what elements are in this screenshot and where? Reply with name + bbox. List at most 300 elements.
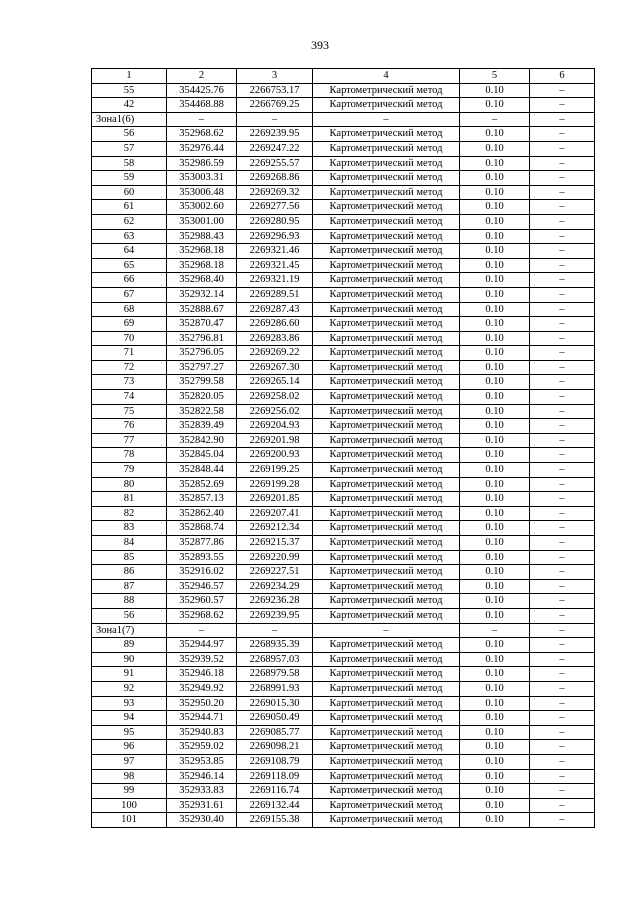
- accuracy-cell: 0.10: [460, 536, 530, 551]
- x-coordinate-cell: 352931.61: [167, 798, 237, 813]
- header-cell-x: 2: [167, 69, 237, 84]
- x-coordinate-cell: 352877.86: [167, 536, 237, 551]
- point-number-cell: 58: [92, 156, 167, 171]
- method-cell: Картометрический метод: [313, 346, 460, 361]
- accuracy-cell: 0.10: [460, 477, 530, 492]
- description-cell: –: [530, 185, 595, 200]
- accuracy-cell: 0.10: [460, 346, 530, 361]
- point-number-cell: 97: [92, 754, 167, 769]
- method-cell: Картометрический метод: [313, 171, 460, 186]
- table-row: [92, 273, 595, 288]
- accuracy-cell: 0.10: [460, 185, 530, 200]
- point-number-cell: 68: [92, 302, 167, 317]
- description-cell: –: [530, 623, 595, 638]
- point-number-cell: 91: [92, 667, 167, 682]
- description-cell: –: [530, 127, 595, 142]
- point-number-cell: 88: [92, 594, 167, 609]
- accuracy-cell: 0.10: [460, 594, 530, 609]
- x-coordinate-cell: 352968.40: [167, 273, 237, 288]
- method-cell: Картометрический метод: [313, 813, 460, 828]
- point-number-cell: 75: [92, 404, 167, 419]
- table-row: [92, 667, 595, 682]
- point-number-cell: 71: [92, 346, 167, 361]
- point-number-cell: 72: [92, 360, 167, 375]
- point-number-cell: 65: [92, 258, 167, 273]
- method-cell: Картометрический метод: [313, 258, 460, 273]
- method-cell: Картометрический метод: [313, 667, 460, 682]
- point-number-cell: 85: [92, 550, 167, 565]
- table-row: [92, 463, 595, 478]
- table-row: [92, 711, 595, 726]
- point-number-cell: 81: [92, 492, 167, 507]
- y-coordinate-cell: 2269321.19: [237, 273, 313, 288]
- method-cell: Картометрический метод: [313, 769, 460, 784]
- description-cell: –: [530, 769, 595, 784]
- x-coordinate-cell: 352870.47: [167, 317, 237, 332]
- description-cell: –: [530, 273, 595, 288]
- x-coordinate-cell: 352820.05: [167, 390, 237, 405]
- method-cell: Картометрический метод: [313, 463, 460, 478]
- method-cell: Картометрический метод: [313, 419, 460, 434]
- description-cell: –: [530, 302, 595, 317]
- accuracy-cell: 0.10: [460, 784, 530, 799]
- accuracy-cell: 0.10: [460, 521, 530, 536]
- method-cell: Картометрический метод: [313, 754, 460, 769]
- description-cell: –: [530, 565, 595, 580]
- x-coordinate-cell: 352932.14: [167, 287, 237, 302]
- accuracy-cell: 0.10: [460, 725, 530, 740]
- y-coordinate-cell: 2269015.30: [237, 696, 313, 711]
- method-cell: Картометрический метод: [313, 652, 460, 667]
- accuracy-cell: 0.10: [460, 740, 530, 755]
- table-row: [92, 565, 595, 580]
- point-number-cell: 74: [92, 390, 167, 405]
- method-cell: Картометрический метод: [313, 594, 460, 609]
- accuracy-cell: 0.10: [460, 287, 530, 302]
- table-row: [92, 769, 595, 784]
- point-number-cell: 93: [92, 696, 167, 711]
- method-cell: –: [313, 112, 460, 127]
- x-coordinate-cell: 352953.85: [167, 754, 237, 769]
- method-cell: Картометрический метод: [313, 156, 460, 171]
- description-cell: –: [530, 331, 595, 346]
- point-number-cell: 96: [92, 740, 167, 755]
- accuracy-cell: 0.10: [460, 608, 530, 623]
- method-cell: Картометрический метод: [313, 390, 460, 405]
- x-coordinate-cell: 352944.97: [167, 638, 237, 653]
- point-number-cell: 79: [92, 463, 167, 478]
- table-row: [92, 725, 595, 740]
- x-coordinate-cell: 353006.48: [167, 185, 237, 200]
- y-coordinate-cell: 2269283.86: [237, 331, 313, 346]
- method-cell: Картометрический метод: [313, 83, 460, 98]
- accuracy-cell: 0.10: [460, 448, 530, 463]
- method-cell: Картометрический метод: [313, 681, 460, 696]
- table-row: [92, 579, 595, 594]
- x-coordinate-cell: 352930.40: [167, 813, 237, 828]
- point-number-cell: 57: [92, 141, 167, 156]
- accuracy-cell: 0.10: [460, 769, 530, 784]
- method-cell: Картометрический метод: [313, 244, 460, 259]
- table-row: [92, 608, 595, 623]
- method-cell: Картометрический метод: [313, 317, 460, 332]
- y-coordinate-cell: 2269155.38: [237, 813, 313, 828]
- x-coordinate-cell: 352959.02: [167, 740, 237, 755]
- x-coordinate-cell: 352960.57: [167, 594, 237, 609]
- description-cell: –: [530, 214, 595, 229]
- x-coordinate-cell: 352968.62: [167, 608, 237, 623]
- y-coordinate-cell: 2269236.28: [237, 594, 313, 609]
- table-row: [92, 229, 595, 244]
- x-coordinate-cell: 352950.20: [167, 696, 237, 711]
- description-cell: –: [530, 448, 595, 463]
- method-cell: Картометрический метод: [313, 798, 460, 813]
- point-number-cell: 63: [92, 229, 167, 244]
- y-coordinate-cell: 2269199.28: [237, 477, 313, 492]
- accuracy-cell: 0.10: [460, 98, 530, 113]
- table-row: [92, 506, 595, 521]
- y-coordinate-cell: 2269296.93: [237, 229, 313, 244]
- y-coordinate-cell: 2269287.43: [237, 302, 313, 317]
- y-coordinate-cell: 2269286.60: [237, 317, 313, 332]
- point-number-cell: 42: [92, 98, 167, 113]
- accuracy-cell: 0.10: [460, 754, 530, 769]
- description-cell: –: [530, 112, 595, 127]
- x-coordinate-cell: 352839.49: [167, 419, 237, 434]
- y-coordinate-cell: 2268935.39: [237, 638, 313, 653]
- y-coordinate-cell: 2269239.95: [237, 608, 313, 623]
- description-cell: –: [530, 550, 595, 565]
- description-cell: –: [530, 711, 595, 726]
- y-coordinate-cell: 2269234.29: [237, 579, 313, 594]
- point-number-cell: 69: [92, 317, 167, 332]
- table-row: [92, 798, 595, 813]
- x-coordinate-cell: 352949.92: [167, 681, 237, 696]
- point-number-cell: 56: [92, 127, 167, 142]
- table-row: [92, 171, 595, 186]
- point-number-cell: 62: [92, 214, 167, 229]
- point-number-cell: 84: [92, 536, 167, 551]
- page-number: 393: [311, 38, 329, 52]
- method-cell: Картометрический метод: [313, 696, 460, 711]
- description-cell: –: [530, 375, 595, 390]
- method-cell: Картометрический метод: [313, 521, 460, 536]
- method-cell: Картометрический метод: [313, 477, 460, 492]
- method-cell: Картометрический метод: [313, 331, 460, 346]
- method-cell: Картометрический метод: [313, 725, 460, 740]
- description-cell: –: [530, 317, 595, 332]
- table-row: [92, 448, 595, 463]
- table-row: [92, 302, 595, 317]
- description-cell: –: [530, 229, 595, 244]
- table-row: [92, 185, 595, 200]
- y-coordinate-cell: 2269118.09: [237, 769, 313, 784]
- method-cell: Картометрический метод: [313, 638, 460, 653]
- method-cell: Картометрический метод: [313, 740, 460, 755]
- point-number-cell: 67: [92, 287, 167, 302]
- accuracy-cell: 0.10: [460, 258, 530, 273]
- coordinates-table: [91, 68, 595, 828]
- x-coordinate-cell: 352796.05: [167, 346, 237, 361]
- table-row: [92, 433, 595, 448]
- y-coordinate-cell: 2269201.98: [237, 433, 313, 448]
- table-row: [92, 740, 595, 755]
- y-coordinate-cell: 2269255.57: [237, 156, 313, 171]
- description-cell: –: [530, 404, 595, 419]
- description-cell: –: [530, 244, 595, 259]
- x-coordinate-cell: 352842.90: [167, 433, 237, 448]
- x-coordinate-cell: 352848.44: [167, 463, 237, 478]
- x-coordinate-cell: 352852.69: [167, 477, 237, 492]
- header-cell-y: 3: [237, 69, 313, 84]
- x-coordinate-cell: 352857.13: [167, 492, 237, 507]
- table-row: [92, 346, 595, 361]
- x-coordinate-cell: 352986.59: [167, 156, 237, 171]
- method-cell: Картометрический метод: [313, 375, 460, 390]
- y-coordinate-cell: 2269321.45: [237, 258, 313, 273]
- x-coordinate-cell: 352976.44: [167, 141, 237, 156]
- description-cell: –: [530, 798, 595, 813]
- accuracy-cell: 0.10: [460, 302, 530, 317]
- y-coordinate-cell: 2269265.14: [237, 375, 313, 390]
- description-cell: –: [530, 433, 595, 448]
- zone-row: [92, 623, 595, 638]
- x-coordinate-cell: 352862.40: [167, 506, 237, 521]
- description-cell: –: [530, 594, 595, 609]
- accuracy-cell: –: [460, 112, 530, 127]
- table-row: [92, 214, 595, 229]
- accuracy-cell: 0.10: [460, 419, 530, 434]
- y-coordinate-cell: 2269116.74: [237, 784, 313, 799]
- y-coordinate-cell: 2269321.46: [237, 244, 313, 259]
- accuracy-cell: 0.10: [460, 565, 530, 580]
- x-coordinate-cell: 352968.18: [167, 258, 237, 273]
- description-cell: –: [530, 638, 595, 653]
- accuracy-cell: 0.10: [460, 433, 530, 448]
- accuracy-cell: 0.10: [460, 214, 530, 229]
- table-row: [92, 521, 595, 536]
- table-row: [92, 200, 595, 215]
- table-row: [92, 156, 595, 171]
- x-coordinate-cell: 352946.14: [167, 769, 237, 784]
- method-cell: Картометрический метод: [313, 360, 460, 375]
- table-row: [92, 258, 595, 273]
- y-coordinate-cell: 2269201.85: [237, 492, 313, 507]
- y-coordinate-cell: 2269207.41: [237, 506, 313, 521]
- accuracy-cell: 0.10: [460, 331, 530, 346]
- x-coordinate-cell: 352939.52: [167, 652, 237, 667]
- method-cell: Картометрический метод: [313, 579, 460, 594]
- accuracy-cell: 0.10: [460, 638, 530, 653]
- description-cell: –: [530, 346, 595, 361]
- y-coordinate-cell: 2269267.30: [237, 360, 313, 375]
- method-cell: Картометрический метод: [313, 492, 460, 507]
- table-row: [92, 477, 595, 492]
- point-number-cell: 61: [92, 200, 167, 215]
- description-cell: –: [530, 390, 595, 405]
- x-coordinate-cell: 352799.58: [167, 375, 237, 390]
- y-coordinate-cell: –: [237, 112, 313, 127]
- accuracy-cell: 0.10: [460, 156, 530, 171]
- accuracy-cell: 0.10: [460, 404, 530, 419]
- y-coordinate-cell: 2269289.51: [237, 287, 313, 302]
- table-row: [92, 127, 595, 142]
- x-coordinate-cell: 352944.71: [167, 711, 237, 726]
- y-coordinate-cell: –: [237, 623, 313, 638]
- x-coordinate-cell: 352968.62: [167, 127, 237, 142]
- accuracy-cell: –: [460, 623, 530, 638]
- accuracy-cell: 0.10: [460, 141, 530, 156]
- accuracy-cell: 0.10: [460, 390, 530, 405]
- y-coordinate-cell: 2269269.22: [237, 346, 313, 361]
- accuracy-cell: 0.10: [460, 200, 530, 215]
- x-coordinate-cell: 352845.04: [167, 448, 237, 463]
- point-number-cell: 80: [92, 477, 167, 492]
- y-coordinate-cell: 2269256.02: [237, 404, 313, 419]
- method-cell: Картометрический метод: [313, 608, 460, 623]
- point-number-cell: 101: [92, 813, 167, 828]
- y-coordinate-cell: 2269085.77: [237, 725, 313, 740]
- method-cell: Картометрический метод: [313, 98, 460, 113]
- zone-label-cell: Зона1(6): [92, 112, 167, 127]
- accuracy-cell: 0.10: [460, 244, 530, 259]
- point-number-cell: 64: [92, 244, 167, 259]
- description-cell: –: [530, 652, 595, 667]
- description-cell: –: [530, 156, 595, 171]
- y-coordinate-cell: 2269239.95: [237, 127, 313, 142]
- accuracy-cell: 0.10: [460, 273, 530, 288]
- point-number-cell: 90: [92, 652, 167, 667]
- accuracy-cell: 0.10: [460, 798, 530, 813]
- zone-row: [92, 112, 595, 127]
- point-number-cell: 66: [92, 273, 167, 288]
- header-cell-method: 4: [313, 69, 460, 84]
- y-coordinate-cell: 2269277.56: [237, 200, 313, 215]
- point-number-cell: 56: [92, 608, 167, 623]
- description-cell: –: [530, 83, 595, 98]
- method-cell: Картометрический метод: [313, 185, 460, 200]
- method-cell: Картометрический метод: [313, 448, 460, 463]
- description-cell: –: [530, 725, 595, 740]
- x-coordinate-cell: 352933.83: [167, 784, 237, 799]
- table-row: [92, 536, 595, 551]
- table-row: [92, 813, 595, 828]
- accuracy-cell: 0.10: [460, 317, 530, 332]
- method-cell: Картометрический метод: [313, 565, 460, 580]
- y-coordinate-cell: 2269247.22: [237, 141, 313, 156]
- y-coordinate-cell: 2269098.21: [237, 740, 313, 755]
- description-cell: –: [530, 419, 595, 434]
- method-cell: –: [313, 623, 460, 638]
- method-cell: Картометрический метод: [313, 433, 460, 448]
- table-row: [92, 390, 595, 405]
- method-cell: Картометрический метод: [313, 550, 460, 565]
- method-cell: Картометрический метод: [313, 287, 460, 302]
- table-row: [92, 375, 595, 390]
- table-row: [92, 784, 595, 799]
- y-coordinate-cell: 2266769.25: [237, 98, 313, 113]
- table-body: [92, 83, 595, 827]
- y-coordinate-cell: 2269220.99: [237, 550, 313, 565]
- y-coordinate-cell: 2268991.93: [237, 681, 313, 696]
- x-coordinate-cell: 354425.76: [167, 83, 237, 98]
- x-coordinate-cell: 353001.00: [167, 214, 237, 229]
- table-row: [92, 360, 595, 375]
- x-coordinate-cell: 353003.31: [167, 171, 237, 186]
- zone-label-cell: Зона1(7): [92, 623, 167, 638]
- accuracy-cell: 0.10: [460, 171, 530, 186]
- description-cell: –: [530, 667, 595, 682]
- point-number-cell: 83: [92, 521, 167, 536]
- table-row: [92, 331, 595, 346]
- y-coordinate-cell: 2269204.93: [237, 419, 313, 434]
- accuracy-cell: 0.10: [460, 506, 530, 521]
- y-coordinate-cell: 2269227.51: [237, 565, 313, 580]
- table-row: [92, 550, 595, 565]
- x-coordinate-cell: 352893.55: [167, 550, 237, 565]
- x-coordinate-cell: 352822.58: [167, 404, 237, 419]
- table-row: [92, 754, 595, 769]
- x-coordinate-cell: 354468.88: [167, 98, 237, 113]
- header-cell-point: 1: [92, 69, 167, 84]
- y-coordinate-cell: 2269269.32: [237, 185, 313, 200]
- point-number-cell: 76: [92, 419, 167, 434]
- accuracy-cell: 0.10: [460, 83, 530, 98]
- x-coordinate-cell: 352888.67: [167, 302, 237, 317]
- accuracy-cell: 0.10: [460, 681, 530, 696]
- table-row: [92, 404, 595, 419]
- table-row: [92, 419, 595, 434]
- x-coordinate-cell: 352968.18: [167, 244, 237, 259]
- description-cell: –: [530, 813, 595, 828]
- point-number-cell: 89: [92, 638, 167, 653]
- table-row: [92, 681, 595, 696]
- method-cell: Картометрический метод: [313, 141, 460, 156]
- point-number-cell: 78: [92, 448, 167, 463]
- point-number-cell: 95: [92, 725, 167, 740]
- x-coordinate-cell: 352868.74: [167, 521, 237, 536]
- x-coordinate-cell: 352916.02: [167, 565, 237, 580]
- method-cell: Картометрический метод: [313, 784, 460, 799]
- y-coordinate-cell: 2269280.95: [237, 214, 313, 229]
- description-cell: –: [530, 754, 595, 769]
- method-cell: Картометрический метод: [313, 302, 460, 317]
- description-cell: –: [530, 740, 595, 755]
- description-cell: –: [530, 141, 595, 156]
- accuracy-cell: 0.10: [460, 550, 530, 565]
- y-coordinate-cell: 2269268.86: [237, 171, 313, 186]
- point-number-cell: 55: [92, 83, 167, 98]
- x-coordinate-cell: 352988.43: [167, 229, 237, 244]
- table-row: [92, 492, 595, 507]
- description-cell: –: [530, 258, 595, 273]
- description-cell: –: [530, 492, 595, 507]
- accuracy-cell: 0.10: [460, 711, 530, 726]
- point-number-cell: 99: [92, 784, 167, 799]
- table-row: [92, 696, 595, 711]
- method-cell: Картометрический метод: [313, 214, 460, 229]
- point-number-cell: 92: [92, 681, 167, 696]
- y-coordinate-cell: 2269132.44: [237, 798, 313, 813]
- method-cell: Картометрический метод: [313, 404, 460, 419]
- description-cell: –: [530, 200, 595, 215]
- table-row: [92, 98, 595, 113]
- point-number-cell: 94: [92, 711, 167, 726]
- description-cell: –: [530, 579, 595, 594]
- accuracy-cell: 0.10: [460, 492, 530, 507]
- point-number-cell: 73: [92, 375, 167, 390]
- table-row: [92, 141, 595, 156]
